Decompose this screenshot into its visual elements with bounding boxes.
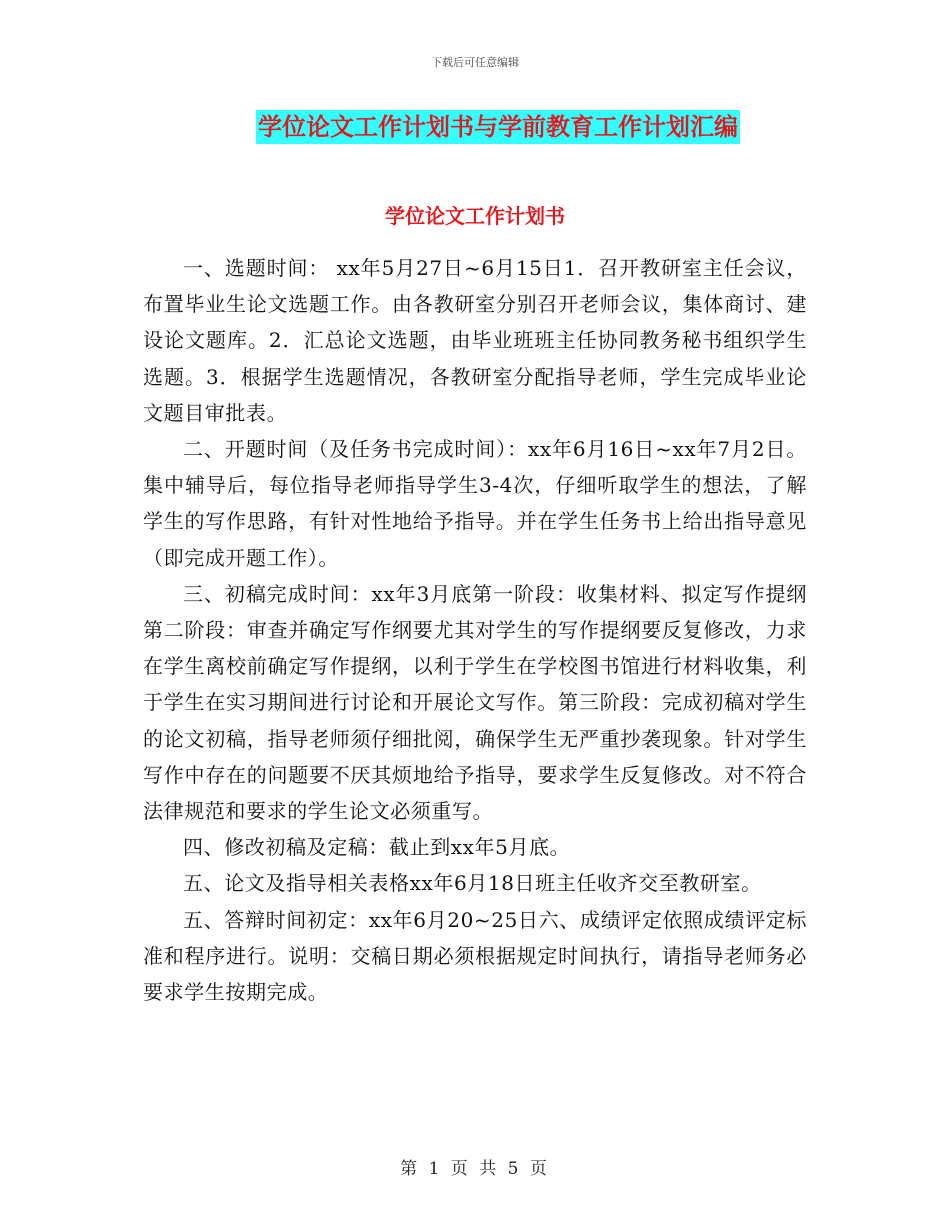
document-title: 学位论文工作计划书与学前教育工作计划汇编	[256, 110, 740, 144]
header-note: 下载后可任意编辑	[431, 56, 519, 69]
page-footer: 第 1 页 共 5 页	[400, 1159, 550, 1179]
paragraph-defense: 五、答辩时间初定：xx年6月20~25日六、成绩评定依照成绩评定标准和程序进行。说明：交稿日期必须根据规定时间执行，请指导老师务必要求学生按期完成。	[143, 907, 807, 1005]
paragraph-first-draft: 三、初稿完成时间：xx年3月底第一阶段：收集材料、拟定写作提纲第二阶段：审查并确定写作纲要尤其对学生的写作提纲要反复修改，力求在学生离校前确定写作提纲，以利于学生在学校图书馆进行材料收集，利于学生在实习期间进行讨论和开展论文写作。第三阶段：完成初稿对学生的论文初稿，指导老师须仔细批阅，确保学生无严重抄袭现象。针对学生写作中存在的问题要不厌其烦地给予指导，要求学生反复修改。对不符合法律规范和要求的学生论文必须重写。	[143, 581, 807, 824]
document-title-container	[0, 110, 950, 144]
paragraph-forms: 五、论文及指导相关表格xx年6月18日班主任收齐交至教研室。	[183, 871, 762, 896]
paragraph-proposal: 二、开题时间（及任务书完成时间）：xx年6月16日~xx年7月2日。集中辅导后，每位指导老师指导学生3-4次，仔细听取学生的想法，了解学生的写作思路，有针对性地给予指导。并在学生任务书上给出指导意见（即完成开题工作）。	[143, 437, 807, 570]
section-title: 学位论文工作计划书	[385, 204, 565, 228]
paragraph-revision: 四、修改初稿及定稿：截止到xx年5月底。	[183, 835, 571, 860]
document-body	[143, 250, 807, 1010]
paragraph-topic-selection: 一、选题时间： xx年5月27日~6月15日1．召开教研室主任会议，布置毕业生论文选题工作。由各教研室分别召开老师会议，集体商讨、建设论文题库。2．汇总论文选题，由毕业班班主任协同教务秘书组织学生选题。3．根据学生选题情况，各教研室分配指导老师，学生完成毕业论文题目审批表。	[143, 256, 807, 425]
